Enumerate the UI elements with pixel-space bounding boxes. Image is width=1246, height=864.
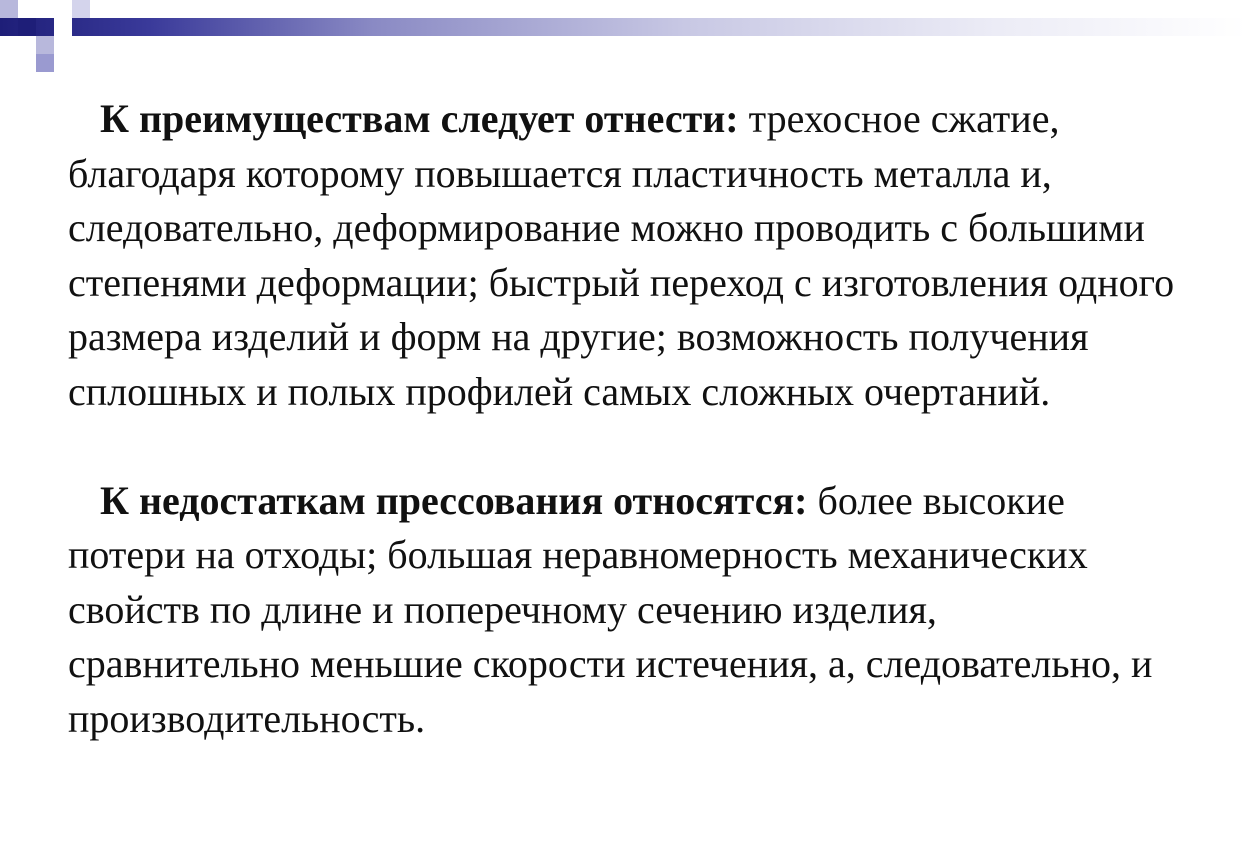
advantages-text: трехосное сжатие, благодаря которому повышается пластичность металла и, следовательно, деформирование можно проводить с большими степенями деформации; быстрый переход с изготовления одного размера изделий и форм на другие; возможность получения сплошных и полых профилей самых сложных очертаний. <box>68 96 1175 414</box>
header-gradient-bar <box>0 18 1246 36</box>
disadvantages-text: более высокие потери на отходы; большая неравномерность механических свойств по длине и поперечному сечению изделия, сравнительно меньшие скорости истечения, а, следовательно, и производительность. <box>68 477 1153 741</box>
header-square-medium <box>36 54 54 72</box>
header-square-pale <box>72 0 90 18</box>
header-square-white <box>54 18 72 36</box>
header-square-light <box>36 36 54 54</box>
disadvantages-paragraph <box>68 474 1178 747</box>
disadvantages-heading: К недостаткам прессования относятся: <box>100 477 808 523</box>
advantages-paragraph <box>68 92 1178 419</box>
advantages-heading: К преимуществам следует отнести: <box>100 96 739 141</box>
header-square-dark <box>18 18 36 36</box>
header-square-light <box>0 0 18 18</box>
slide-body <box>68 92 1178 746</box>
